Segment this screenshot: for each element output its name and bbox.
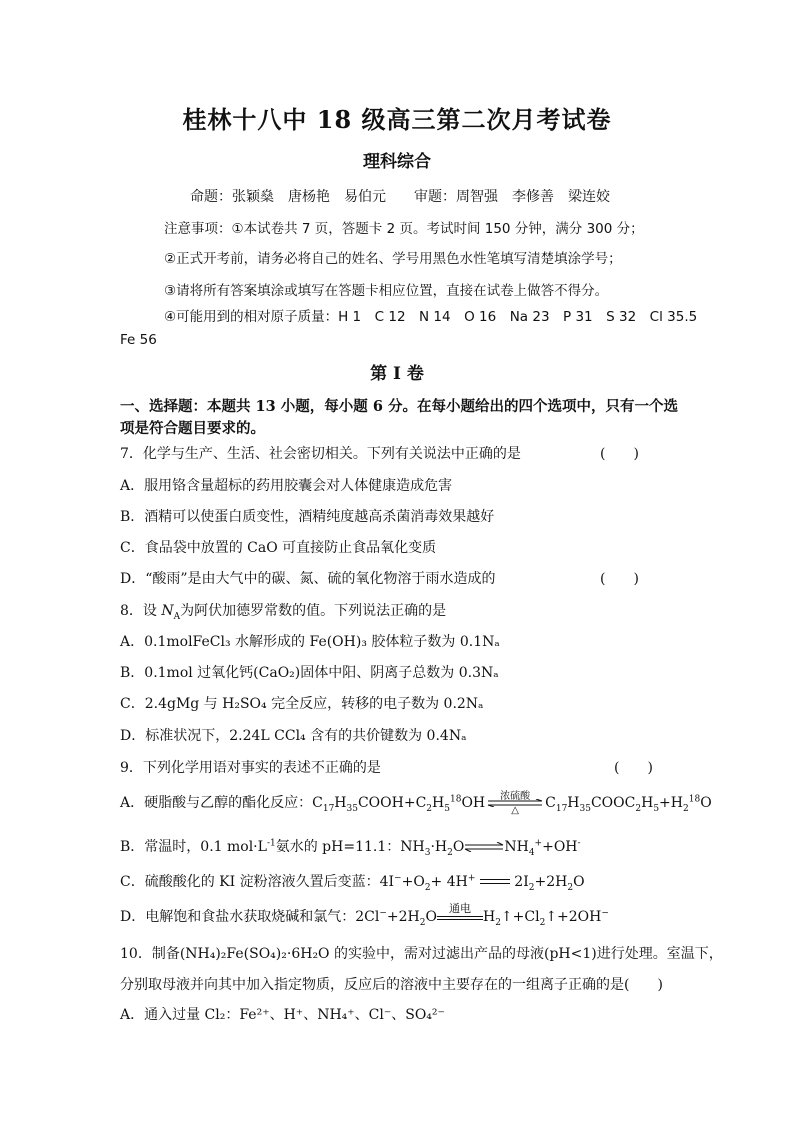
q7-option-a: A．服用铬含量超标的药用胶囊会对人体健康造成危害 xyxy=(120,478,453,494)
q10-option-a: A．通入过量 Cl₂：Fe²⁺、H⁺、NH₄⁺、Cl⁻、SO₄²⁻ xyxy=(120,1007,445,1023)
q9-option-a: A．硬脂酸与乙醇的酯化反应：$C_{17}H_{35}COOH+C_2H_5^{18}OH$ 浓硫酸 △ $C_{17}H_{35}COOC_2H_5+H_2^{18}O$ xyxy=(120,791,712,816)
equilibrium-arrow-icon xyxy=(464,842,504,852)
q7d-paren: ( ) xyxy=(600,571,639,587)
q7-option-c: C．食品袋中放置的 CaO 可直接防止食品氧化变质 xyxy=(120,540,437,556)
reversible-arrow-icon: 浓硫酸 △ xyxy=(486,795,544,811)
q8-option-a: A．0.1molFeCl₃ 水解形成的 Fe(OH)₃ 胶体粒子数为 0.1Nₐ xyxy=(120,634,500,650)
q8-option-c: C．2.4gMg 与 H₂SO₄ 完全反应，转移的电子数为 0.2Nₐ xyxy=(120,696,484,712)
q7-stem: 7．化学与生产、生活、社会密切相关。下列有关说法中正确的是 xyxy=(120,446,521,462)
notes-line-4: ④可能用到的相对原子质量：H 1 C 12 N 14 O 16 Na 23 P 31 S 32 Cl 35.5 xyxy=(164,309,698,325)
q7-answer-paren: ( ) xyxy=(600,446,639,462)
q8-option-d: D．标准状况下，2.24L CCl₄ 含有的共价键数为 0.4Nₐ xyxy=(120,728,467,744)
q7-option-d: D．“酸雨”是由大气中的碳、氮、硫的氧化物溶于雨水造成的 xyxy=(120,571,496,587)
q7-option-b: B．酒精可以使蛋白质变性，酒精纯度越高杀菌消毒效果越好 xyxy=(120,509,495,525)
electrolysis-sign-icon: 通电 xyxy=(437,909,483,925)
equals-sign-icon xyxy=(480,877,510,887)
q8-option-b: B．0.1mol 过氧化钙(CaO₂)固体中阳、阴离子总数为 0.3Nₐ xyxy=(120,665,499,681)
notes-line-4-wrap: Fe 56 xyxy=(120,332,157,348)
notes-line-1: 注意事项：①本试卷共 7 页，答题卡 2 页。考试时间 150 分钟，满分 300 分； xyxy=(164,221,644,237)
page-title: 桂林十八中 18 级高三第二次月考试卷 xyxy=(182,105,612,134)
authors-line: 命题：张颖燊 唐杨艳 易伯元 审题：周智强 李修善 梁连姣 xyxy=(190,189,610,205)
q10-stem-line-1: 10．制备(NH₄)₂Fe(SO₄)₂·6H₂O 的实验中，需对过滤出产品的母液(pH<1)进行处理。室温下， xyxy=(120,946,723,962)
q9-answer-paren: ( ) xyxy=(614,760,653,776)
section-heading: 一、选择题：本题共 13 小题，每小题 6 分。在每小题给出的四个选项中，只有一个选项是符合题目要求的。 xyxy=(120,398,678,437)
q9-option-c: C．硫酸酸化的 KI 淀粉溶液久置后变蓝：$4I^-+O_2+ 4H^+$ $2I_2+2H_2O$ xyxy=(120,873,585,893)
q10-stem-line-2: 分别取母液并向其中加入指定物质，反应后的溶液中主要存在的一组离子正确的是( ) xyxy=(120,977,663,993)
page-subtitle: 理科综合 xyxy=(363,152,431,172)
volume-heading: 第 I 卷 xyxy=(370,364,424,384)
notes-line-3: ③请将所有答案填涂或填写在答题卡相应位置，直接在试卷上做答不得分。 xyxy=(164,283,609,299)
q9-stem: 9．下列化学用语对事实的表述不正确的是 xyxy=(120,760,381,776)
q9-option-b: B．常温时，0.1 $mol\cdot L^{-1}$氨水的 pH=11.1：$NH_3\cdot H_2O$ $NH_4^++OH^-$ xyxy=(120,838,581,858)
q9-option-d: D．电解饱和食盐水获取烧碱和氯气：$2Cl^-+2H_2O$ 通电 $H_2↑+Cl_2↑+2OH^-$ xyxy=(120,902,609,928)
q8-stem: 8．设 $N_A$为阿伏加德罗常数的值。下列说法正确的是 xyxy=(120,603,447,622)
notes-line-2: ②正式开考前，请务必将自己的姓名、学号用黑色水性笔填写清楚填涂学号； xyxy=(164,251,622,267)
